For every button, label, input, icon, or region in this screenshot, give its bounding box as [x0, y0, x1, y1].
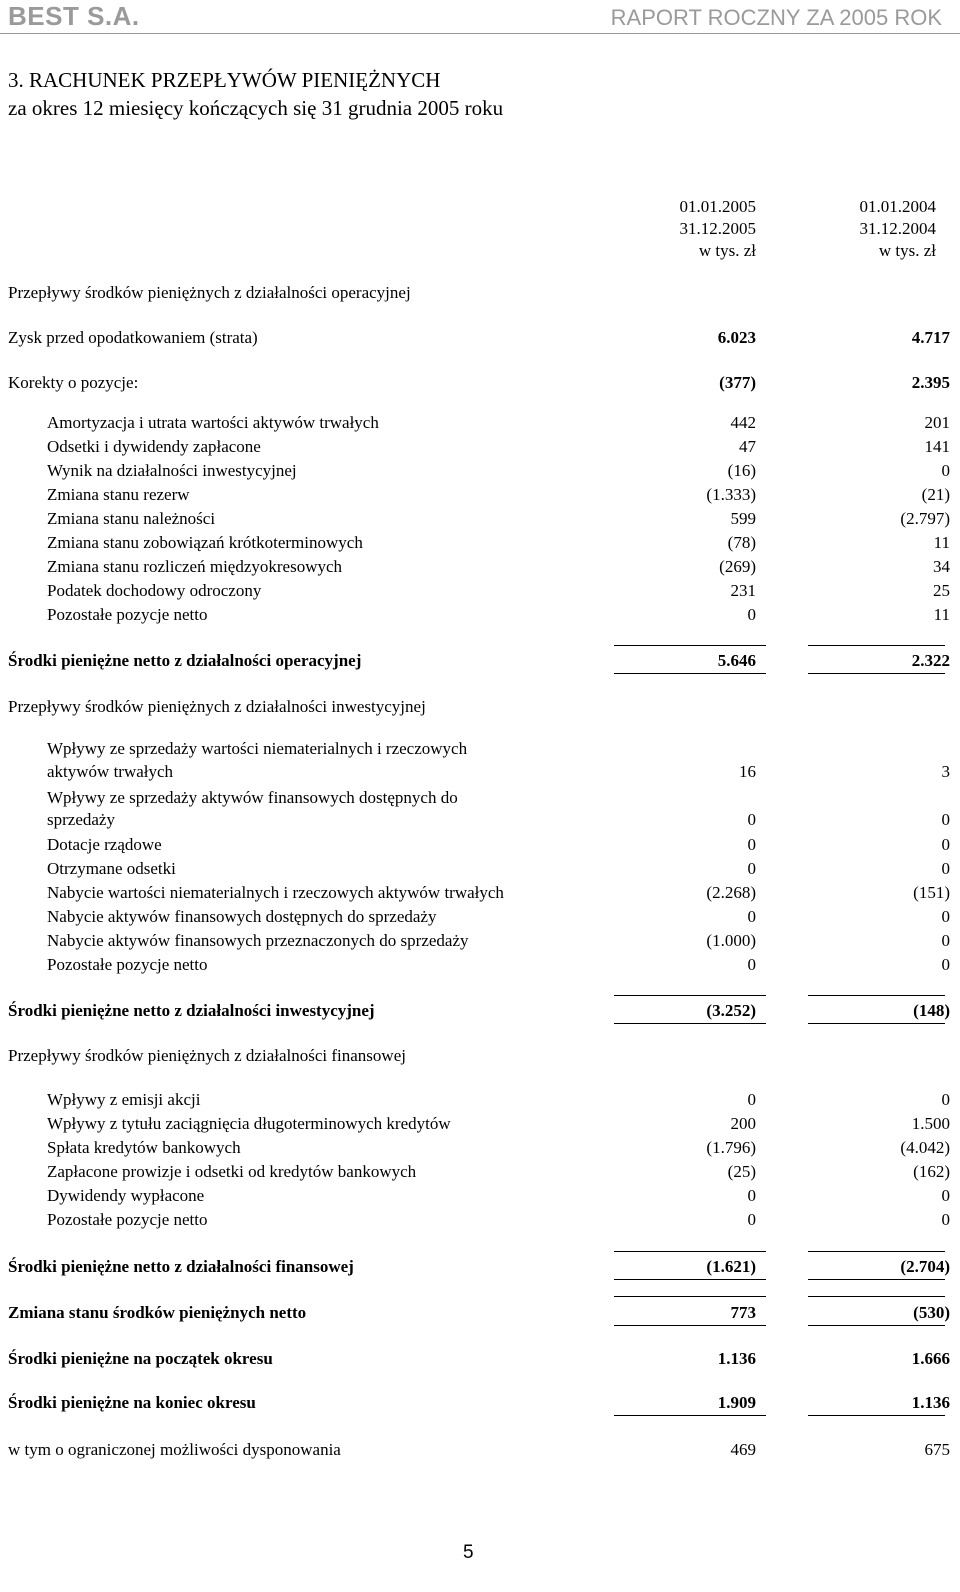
table-row [0, 1209, 960, 1231]
value-2004: 141 [924, 437, 950, 456]
value-2004: (21) [921, 485, 950, 504]
sum-rule [808, 645, 945, 646]
underline-rule [808, 1415, 945, 1416]
value-2005: 0 [747, 1090, 756, 1109]
row-label: Zmiana stanu rezerw [47, 485, 190, 504]
col1-unit: w tys. zł [698, 241, 756, 260]
row-profit-before-tax [0, 327, 960, 349]
row-label: sprzedaży [47, 810, 115, 829]
row-label: Zapłacone prowizje i odsetki od kredytów bankowych [47, 1162, 417, 1181]
underline-rule [808, 673, 945, 674]
underline-rule [614, 1325, 766, 1326]
row-label: aktywów trwałych [47, 762, 174, 781]
table-row [0, 556, 960, 578]
value-2005: 469 [730, 1440, 756, 1459]
sum-rule [614, 995, 766, 996]
underline-rule [614, 1023, 766, 1024]
row-financing-total [0, 1256, 960, 1278]
value-2005: (16) [727, 461, 756, 480]
value-2004: 3 [941, 762, 950, 781]
value-2004: 0 [941, 1090, 950, 1109]
row-label: Otrzymane odsetki [47, 859, 176, 878]
col1-to: 31.12.2005 [679, 219, 756, 238]
value-2005: 0 [747, 1210, 756, 1229]
value-2005: 6.023 [717, 328, 756, 347]
value-2005: (269) [719, 557, 756, 576]
value-2004: 11 [933, 533, 950, 552]
statement-title: 3. RACHUNEK PRZEPŁYWÓW PIENIĘŻNYCH [8, 68, 441, 92]
value-2005: 47 [739, 437, 756, 456]
row-label: Przepływy środków pieniężnych z działalności finansowej [8, 1046, 406, 1065]
row-label: Środki pieniężne na koniec okresu [8, 1393, 256, 1412]
underline-rule [614, 1415, 766, 1416]
value-2004: 0 [941, 955, 950, 974]
sum-rule [808, 1251, 945, 1252]
report-title: RAPORT ROCZNY ZA 2005 ROK [610, 5, 942, 30]
sum-rule [614, 1296, 766, 1297]
col1-from: 01.01.2005 [679, 197, 756, 216]
value-2005: 0 [747, 1186, 756, 1205]
table-row [0, 1185, 960, 1207]
sum-rule [808, 1296, 945, 1297]
value-2004: 201 [924, 413, 950, 432]
table-row [0, 460, 960, 482]
row-label: Zmiana stanu środków pieniężnych netto [8, 1303, 307, 1322]
row-label: Nabycie aktywów finansowych dostępnych do sprzedaży [47, 907, 437, 926]
col2-to: 31.12.2004 [859, 219, 936, 238]
underline-rule [808, 1279, 945, 1280]
value-2005: (1.621) [706, 1257, 756, 1276]
value-2004: 1.136 [911, 1393, 950, 1412]
value-2005: 599 [730, 509, 756, 528]
table-row [0, 1113, 960, 1135]
value-2005: 231 [730, 581, 756, 600]
value-2004: 0 [941, 810, 950, 829]
col2-from: 01.01.2004 [859, 197, 936, 216]
value-2005: 442 [730, 413, 756, 432]
company-name: BEST S.A. [8, 1, 140, 31]
value-2004: 675 [924, 1440, 950, 1459]
value-2005: (78) [727, 533, 756, 552]
value-2005: (3.252) [706, 1001, 756, 1020]
value-2004: 0 [941, 859, 950, 878]
underline-rule [808, 1325, 945, 1326]
row-label: Przepływy środków pieniężnych z działalności operacyjnej [8, 283, 411, 302]
value-2004: 0 [941, 907, 950, 926]
row-label: Środki pieniężne netto z działalności inwestycyjnej [8, 1001, 375, 1020]
table-row [0, 580, 960, 602]
row-label: Przepływy środków pieniężnych z działalności inwestycyjnej [8, 697, 426, 716]
row-label: Zmiana stanu rozliczeń międzyokresowych [47, 557, 343, 576]
table-row [0, 834, 960, 856]
section-investing [0, 696, 960, 718]
value-2004: 11 [933, 605, 950, 624]
row-label: Zmiana stanu zobowiązań krótkoterminowych [47, 533, 363, 552]
value-2005: (2.268) [706, 883, 756, 902]
row-label: Korekty o pozycje: [8, 373, 139, 392]
underline-rule [614, 1279, 766, 1280]
underline-rule [614, 673, 766, 674]
sum-rule [614, 645, 766, 646]
row-label: w tym o ograniczonej możliwości dysponowania [8, 1440, 341, 1459]
col1-header [616, 196, 756, 262]
page-number: 5 [463, 1542, 474, 1563]
value-2005: 0 [747, 810, 756, 829]
row-label: Pozostałe pozycje netto [47, 955, 208, 974]
sum-rule [808, 995, 945, 996]
value-2005: 5.646 [717, 651, 756, 670]
value-2004: (162) [913, 1162, 950, 1181]
section-operating [0, 282, 960, 304]
value-2004: (2.704) [900, 1257, 950, 1276]
row-label: Zysk przed opodatkowaniem (strata) [8, 328, 258, 347]
row-label: Podatek dochodowy odroczony [47, 581, 262, 600]
col2-header [796, 196, 936, 262]
value-2004: 0 [941, 835, 950, 854]
value-2005: 773 [730, 1303, 756, 1322]
row-label: Pozostałe pozycje netto [47, 1210, 208, 1229]
row-label: Wynik na działalności inwestycyjnej [47, 461, 297, 480]
row-label-line1: Wpływy ze sprzedaży wartości niematerialnych i rzeczowych [47, 739, 468, 758]
value-2005: (1.333) [706, 485, 756, 504]
row-net-change [0, 1302, 960, 1324]
row-restricted-cash [0, 1439, 960, 1461]
table-row [0, 930, 960, 952]
value-2005: 0 [747, 835, 756, 854]
value-2004: 2.395 [911, 373, 950, 392]
value-2004: 0 [941, 1210, 950, 1229]
row-label: Amortyzacja i utrata wartości aktywów trwałych [47, 413, 379, 432]
table-row [0, 532, 960, 554]
col2-unit: w tys. zł [878, 241, 936, 260]
value-2004: 0 [941, 1186, 950, 1205]
value-2005: 0 [747, 907, 756, 926]
row-label: Nabycie wartości niematerialnych i rzeczowych aktywów trwałych [47, 883, 504, 902]
value-2004: 25 [933, 581, 950, 600]
table-row [0, 1137, 960, 1159]
table-row [0, 906, 960, 928]
table-row [0, 954, 960, 976]
header-divider [0, 33, 960, 34]
row-label: Dotacje rządowe [47, 835, 162, 854]
table-row [0, 604, 960, 626]
row-label: Środki pieniężne netto z działalności finansowej [8, 1257, 354, 1276]
row-cash-begin [0, 1348, 960, 1370]
section-financing [0, 1045, 960, 1067]
row-adjustments [0, 372, 960, 394]
value-2005: 16 [739, 762, 756, 781]
value-2004: (2.797) [900, 509, 950, 528]
value-2005: 0 [747, 605, 756, 624]
underline-rule [808, 1023, 945, 1024]
table-row [0, 436, 960, 458]
table-row [0, 412, 960, 434]
row-investing-total [0, 1000, 960, 1022]
row-label-line1: Wpływy ze sprzedaży aktywów finansowych dostępnych do [47, 788, 458, 807]
row-label: Odsetki i dywidendy zapłacone [47, 437, 261, 456]
value-2005: 200 [730, 1114, 756, 1133]
value-2004: 1.500 [911, 1114, 950, 1133]
table-row [0, 809, 960, 831]
value-2004: 34 [933, 557, 950, 576]
table-row [0, 1161, 960, 1183]
value-2004: (148) [913, 1001, 950, 1020]
value-2005: 0 [747, 859, 756, 878]
value-2004: (151) [913, 883, 950, 902]
statement-period: za okres 12 miesięcy kończących się 31 grudnia 2005 roku [8, 96, 504, 120]
value-2005: 0 [747, 955, 756, 974]
value-2005: (1.796) [706, 1138, 756, 1157]
value-2004: 2.322 [911, 651, 950, 670]
row-label: Dywidendy wypłacone [47, 1186, 205, 1205]
row-label: Środki pieniężne netto z działalności operacyjnej [8, 651, 362, 670]
value-2005: (377) [719, 373, 756, 392]
table-row [0, 882, 960, 904]
row-label: Środki pieniężne na początek okresu [8, 1349, 273, 1368]
value-2004: 1.666 [911, 1349, 950, 1368]
table-row [0, 1089, 960, 1111]
row-label: Pozostałe pozycje netto [47, 605, 208, 624]
row-cash-end [0, 1392, 960, 1414]
row-label: Wpływy z emisji akcji [47, 1090, 201, 1109]
row-operating-total [0, 650, 960, 672]
sum-rule [614, 1251, 766, 1252]
value-2004: 4.717 [911, 328, 950, 347]
table-row [0, 484, 960, 506]
value-2005: (25) [727, 1162, 756, 1181]
table-row [0, 858, 960, 880]
table-row [0, 761, 960, 783]
row-label: Nabycie aktywów finansowych przeznaczonych do sprzedaży [47, 931, 469, 950]
table-row [0, 508, 960, 530]
value-2004: (530) [913, 1303, 950, 1322]
row-label: Zmiana stanu należności [47, 509, 216, 528]
value-2005: 1.909 [717, 1393, 756, 1412]
value-2005: (1.000) [706, 931, 756, 950]
value-2005: 1.136 [717, 1349, 756, 1368]
value-2004: 0 [941, 461, 950, 480]
value-2004: 0 [941, 931, 950, 950]
row-label: Wpływy z tytułu zaciągnięcia długoterminowych kredytów [47, 1114, 451, 1133]
row-label: Spłata kredytów bankowych [47, 1138, 241, 1157]
value-2004: (4.042) [900, 1138, 950, 1157]
